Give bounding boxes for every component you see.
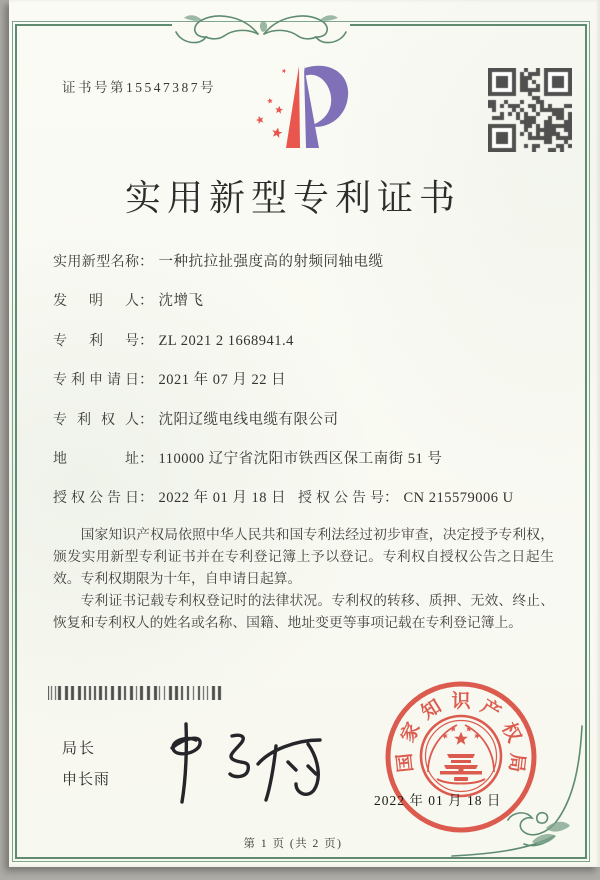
field-colon: ： — [139, 372, 154, 389]
field-label: 专利号 — [53, 333, 139, 349]
field-value: ZL 2021 2 1668941.4 — [158, 332, 294, 349]
commissioner-signature — [150, 718, 350, 813]
field-row-grant — [53, 486, 560, 506]
field-colon: ： — [139, 490, 154, 507]
svg-text:知: 知 — [417, 695, 446, 724]
field-value: 沈阳辽缆电线电缆有限公司 — [158, 411, 339, 428]
field-label: 授权公告号 — [298, 491, 384, 507]
svg-text:权: 权 — [497, 719, 525, 746]
field-label: 授权公告日 — [53, 491, 139, 507]
commissioner-title: 局长 — [62, 741, 97, 757]
svg-text:产: 产 — [476, 695, 505, 724]
field-label: 实用新型名称 — [53, 255, 139, 270]
legal-paragraph-1: 国家知识产权局依照中华人民共和国专利法经过初步审查，决定授予专利权，颁发实用新型专利证书并在专利登记簿上予以登记。专利权自授权公告之日起生效。专利权期限为十年，自申请日起算。 — [53, 527, 554, 586]
svg-text:局: 局 — [504, 752, 528, 774]
seal-date: 2022 年 01 月 18 日 — [374, 793, 502, 808]
field-value: 一种抗拉扯强度高的射频同轴电缆 — [158, 254, 384, 270]
svg-text:识: 识 — [451, 691, 471, 712]
barcode — [48, 686, 224, 700]
svg-text:家: 家 — [397, 719, 425, 746]
field-colon: ： — [139, 332, 154, 349]
field-row-patentee — [53, 408, 560, 428]
field-row-patent-number — [53, 329, 560, 349]
field-colon: ： — [139, 254, 154, 270]
commissioner-name: 申长雨 — [62, 772, 111, 788]
cnipa-logo — [242, 58, 367, 153]
field-label: 发明人 — [53, 294, 139, 310]
svg-text:国: 国 — [394, 752, 418, 774]
official-seal — [382, 678, 540, 836]
field-row-utility-model-name — [53, 250, 560, 270]
field-value: 110000 辽宁省沈阳市铁西区保工南街 51 号 — [158, 450, 443, 467]
field-value: 2021 年 07 月 22 日 — [158, 372, 287, 389]
grant-number-group — [298, 486, 514, 507]
top-flourish-ornament — [166, 6, 356, 52]
legal-text — [53, 524, 554, 634]
national-emblem — [421, 716, 501, 796]
field-value: 沈增飞 — [158, 293, 204, 310]
field-colon: ： — [384, 490, 399, 507]
grant-date-value: 2022 年 01 月 18 日 — [158, 490, 287, 507]
qr-code — [488, 68, 572, 152]
field-label: 专利权人 — [53, 412, 139, 428]
field-list — [53, 250, 560, 526]
legal-paragraph-2: 专利证书记载专利权登记时的法律状况。专利权的转移、质押、无效、终止、恢复和专利权人的姓名或名称、国籍、地址变更等事项记载在专利登记簿上。 — [53, 592, 554, 630]
field-colon: ： — [139, 293, 154, 310]
field-row-address — [53, 447, 560, 467]
page-footer: 第 1 页 (共 2 页) — [243, 838, 343, 850]
certificate-title: 实用新型专利证书 — [124, 178, 461, 218]
field-row-inventor — [53, 289, 560, 309]
field-colon: ： — [139, 411, 154, 428]
field-colon: ： — [139, 450, 154, 467]
field-row-filing-date — [53, 368, 560, 388]
certificate-number: 证书号第15547387号 — [62, 80, 216, 95]
logo-stars — [255, 68, 287, 138]
field-label: 地址 — [53, 451, 139, 467]
grant-number-value: CN 215579006 U — [403, 490, 514, 507]
field-label: 专利申请日 — [53, 373, 139, 389]
logo-p-shape — [286, 66, 348, 148]
